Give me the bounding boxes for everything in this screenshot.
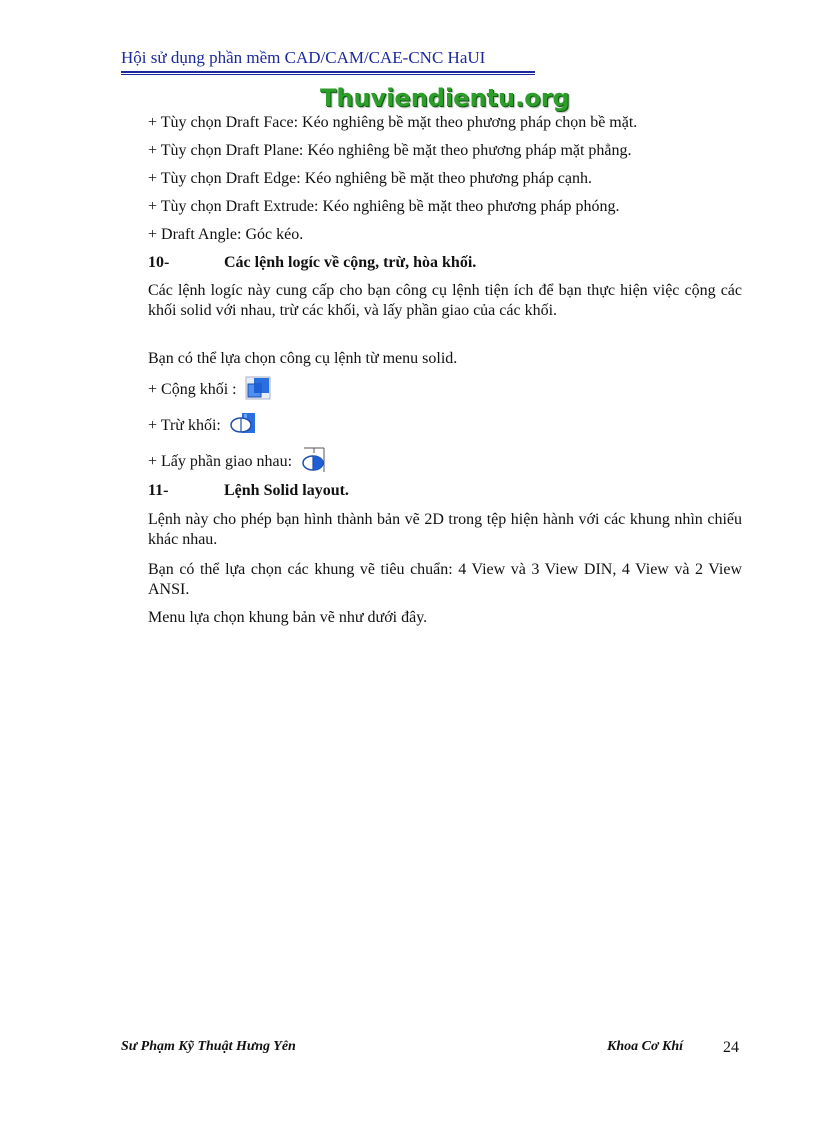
draft-face-option: + Tùy chọn Draft Face: Kéo nghiêng bề mặt theo phương pháp chọn bề mặt.	[148, 114, 638, 131]
footer-faculty: Khoa Cơ Khí	[607, 1039, 683, 1054]
header-rule	[121, 71, 535, 73]
page-number: 24	[723, 1039, 739, 1056]
subtract-icon	[229, 412, 257, 441]
union-label: + Cộng khối :	[148, 381, 237, 399]
footer-school: Sư Phạm Kỹ Thuật Hưng Yên	[121, 1039, 296, 1054]
draft-extrude-option: + Tùy chọn Draft Extrude: Kéo nghiêng bề mặt theo phương pháp phóng.	[148, 198, 620, 215]
section-11-number: 11-	[148, 482, 169, 499]
section-10-paragraph: Các lệnh logíc này cung cấp cho bạn công cụ lệnh tiện ích để bạn thực hiện việc cộng các khối solid với nhau, trừ các khối, và lấy phần giao của các khối.	[148, 282, 742, 319]
header-rule-thin	[121, 74, 535, 75]
draft-angle-option: + Draft Angle: Góc kéo.	[148, 226, 304, 243]
section-11-heading	[148, 482, 349, 500]
section-11-paragraph-1: Lệnh này cho phép bạn hình thành bản vẽ 2D trong tệp hiện hành với các khung nhìn chiếu khác nhau.	[148, 511, 742, 548]
section-10-title: Các lệnh logíc về cộng, trừ, hòa khối.	[224, 254, 477, 271]
union-row	[148, 376, 271, 405]
union-icon	[245, 376, 271, 405]
section-10-menu-text: Bạn có thể lựa chọn công cụ lệnh từ menu solid.	[148, 350, 458, 367]
intersect-icon	[300, 446, 328, 479]
section-11-paragraph-3: Menu lựa chọn khung bản vẽ như dưới đây.	[148, 609, 428, 626]
subtract-row	[148, 412, 257, 441]
section-10-heading	[148, 254, 476, 272]
watermark-logo: Thuviendientu.org	[320, 84, 570, 112]
section-10-number: 10-	[148, 254, 170, 271]
section-11-paragraph-2: Bạn có thể lựa chọn các khung vẽ tiêu chuẩn: 4 View và 3 View DIN, 4 View và 2 View ANSI.	[148, 561, 742, 598]
header-title: Hội sử dụng phần mềm CAD/CAM/CAE-CNC HaUI	[121, 48, 486, 67]
section-11-title: Lệnh Solid layout.	[224, 482, 349, 499]
intersect-row	[148, 446, 328, 479]
draft-edge-option: + Tùy chọn Draft Edge: Kéo nghiêng bề mặt theo phương pháp cạnh.	[148, 170, 592, 187]
draft-plane-option: + Tùy chọn Draft Plane: Kéo nghiêng bề mặt theo phương pháp mặt phẳng.	[148, 142, 632, 159]
subtract-label: + Trừ khối:	[148, 417, 221, 435]
intersect-label: + Lấy phần giao nhau:	[148, 453, 293, 471]
